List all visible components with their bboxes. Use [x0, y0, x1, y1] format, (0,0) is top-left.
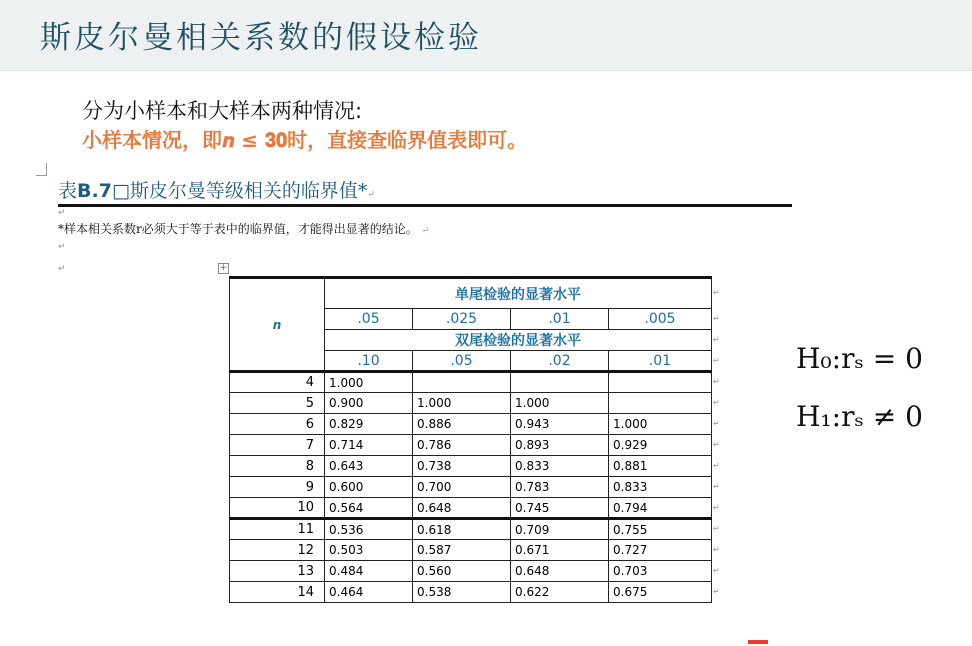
critical-value-cell: 0.833 — [609, 477, 712, 498]
critical-value-table — [229, 276, 712, 603]
critical-value-cell: 0.783 — [511, 477, 609, 498]
critical-value-cell: 1.000 — [609, 414, 712, 435]
return-mark-icon: ↵ — [713, 587, 720, 596]
critical-value-cell: 0.560 — [413, 561, 511, 582]
critical-value-cell — [609, 393, 712, 414]
n-header: n — [230, 278, 325, 372]
one-tailed-level-3: .005 — [609, 309, 712, 330]
return-mark-icon: ↵ — [713, 482, 720, 491]
return-mark-icon: ↵ — [713, 545, 720, 554]
critical-value-cell: 0.881 — [609, 456, 712, 477]
return-mark-icon: ↵ — [713, 440, 720, 449]
two-tailed-level-2: .02 — [511, 351, 609, 372]
critical-value-cell: 0.618 — [413, 519, 511, 540]
critical-value-cell: 0.700 — [413, 477, 511, 498]
heading-rule — [58, 204, 792, 207]
two-tailed-level-3: .01 — [609, 351, 712, 372]
table-row — [230, 393, 712, 414]
table-row — [230, 414, 712, 435]
critical-value-cell — [511, 372, 609, 393]
n-cell: 13 — [230, 561, 325, 582]
table-move-handle-icon[interactable]: + — [219, 263, 228, 273]
two-tailed-header: 双尾检验的显著水平 — [325, 330, 712, 351]
table-row — [230, 498, 712, 519]
critical-value-cell: 0.714 — [325, 435, 413, 456]
table-row — [230, 519, 712, 540]
title-bar — [0, 0, 972, 71]
critical-value-cell: 0.464 — [325, 582, 413, 603]
critical-value-cell: 0.538 — [413, 582, 511, 603]
return-mark-icon: ↵ — [58, 264, 66, 274]
critical-value-cell: 0.587 — [413, 540, 511, 561]
critical-value-cell: 1.000 — [325, 372, 413, 393]
table-row — [230, 456, 712, 477]
return-mark-icon: ↵ — [713, 356, 720, 365]
n-cell: 8 — [230, 456, 325, 477]
critical-value-cell: 0.786 — [413, 435, 511, 456]
critical-value-cell: 0.893 — [511, 435, 609, 456]
table-row — [230, 477, 712, 498]
critical-value-cell: 0.622 — [511, 582, 609, 603]
critical-value-cell: 0.886 — [413, 414, 511, 435]
return-mark-icon: ↵ — [58, 242, 66, 252]
return-mark-icon: ↵ — [713, 461, 720, 470]
critical-value-cell: 0.600 — [325, 477, 413, 498]
return-mark-icon: ↵ — [713, 524, 720, 533]
box-glyph: □ — [111, 180, 130, 202]
table-heading — [58, 176, 375, 203]
n-cell: 11 — [230, 519, 325, 540]
critical-value-cell: 0.503 — [325, 540, 413, 561]
intro-text: 分为小样本和大样本两种情况: — [82, 99, 363, 123]
n-cell: 6 — [230, 414, 325, 435]
n-cell: 12 — [230, 540, 325, 561]
critical-value-cell: 0.675 — [609, 582, 712, 603]
critical-value-cell: 0.484 — [325, 561, 413, 582]
return-mark-icon: ↵ — [367, 190, 375, 200]
critical-value-cell: 0.648 — [511, 561, 609, 582]
n-cell: 5 — [230, 393, 325, 414]
n-cell: 7 — [230, 435, 325, 456]
return-mark-icon: ↵ — [713, 566, 720, 575]
critical-value-cell: 0.755 — [609, 519, 712, 540]
return-mark-icon: ↵ — [713, 503, 720, 512]
two-tailed-level-0: .10 — [325, 351, 413, 372]
table-title: 斯皮尔曼等级相关的临界值* — [129, 180, 368, 202]
return-mark-icon: ↵ — [713, 398, 720, 407]
critical-value-cell: 0.738 — [413, 456, 511, 477]
critical-value-cell: 0.794 — [609, 498, 712, 519]
table-row — [230, 561, 712, 582]
slide-title: 斯皮尔曼相关系数的假设检验 — [40, 20, 482, 56]
return-mark-icon: ↵ — [713, 377, 720, 386]
table-prefix: 表 — [58, 180, 78, 202]
critical-value-table-container — [229, 276, 729, 624]
n-cell: 4 — [230, 372, 325, 393]
critical-value-cell: 0.564 — [325, 498, 413, 519]
return-mark-icon: ↵ — [421, 226, 430, 236]
hypothesis-h1: H₁:rₛ ≠ 0 — [796, 400, 923, 433]
n-cell: 10 — [230, 498, 325, 519]
one-tailed-header: 单尾检验的显著水平 — [325, 278, 712, 309]
critical-value-cell: 0.829 — [325, 414, 413, 435]
table-row — [230, 582, 712, 603]
table-row — [230, 372, 712, 393]
critical-value-cell: 0.709 — [511, 519, 609, 540]
critical-value-cell: 0.703 — [609, 561, 712, 582]
critical-value-cell — [609, 372, 712, 393]
critical-value-cell: 0.643 — [325, 456, 413, 477]
critical-value-cell: 0.536 — [325, 519, 413, 540]
return-mark-icon: ↵ — [713, 419, 720, 428]
critical-value-cell: 0.833 — [511, 456, 609, 477]
one-tailed-level-0: .05 — [325, 309, 413, 330]
n-cell: 14 — [230, 582, 325, 603]
one-tailed-level-1: .025 — [413, 309, 511, 330]
return-mark-icon: ↵ — [713, 335, 720, 344]
table-id: B.7 — [77, 180, 112, 202]
page-corner-mark — [36, 163, 47, 176]
table-row — [230, 540, 712, 561]
table-row — [230, 435, 712, 456]
critical-value-cell: 0.943 — [511, 414, 609, 435]
critical-value-cell: 1.000 — [413, 393, 511, 414]
return-mark-icon: ↵ — [58, 208, 66, 218]
critical-value-cell: 0.745 — [511, 498, 609, 519]
critical-value-cell: 0.929 — [609, 435, 712, 456]
critical-value-cell — [413, 372, 511, 393]
critical-value-cell: 1.000 — [511, 393, 609, 414]
critical-value-cell: 0.727 — [609, 540, 712, 561]
small-sample-text: 小样本情况，即𝒏 ≤ 𝟑𝟎时，直接查临界值表即可。 — [82, 128, 528, 152]
critical-value-cell: 0.648 — [413, 498, 511, 519]
return-mark-icon: ↵ — [713, 314, 720, 323]
return-mark-icon: ↵ — [713, 288, 720, 297]
hypothesis-h0: H₀:rₛ = 0 — [796, 342, 923, 375]
two-tailed-level-1: .05 — [413, 351, 511, 372]
n-cell: 9 — [230, 477, 325, 498]
table-note: *样本相关系数r必须大于等于表中的临界值，才能得出显著的结论。 ↵ — [58, 222, 430, 236]
critical-value-cell: 0.671 — [511, 540, 609, 561]
red-marker — [748, 640, 768, 644]
one-tailed-level-2: .01 — [511, 309, 609, 330]
critical-value-cell: 0.900 — [325, 393, 413, 414]
